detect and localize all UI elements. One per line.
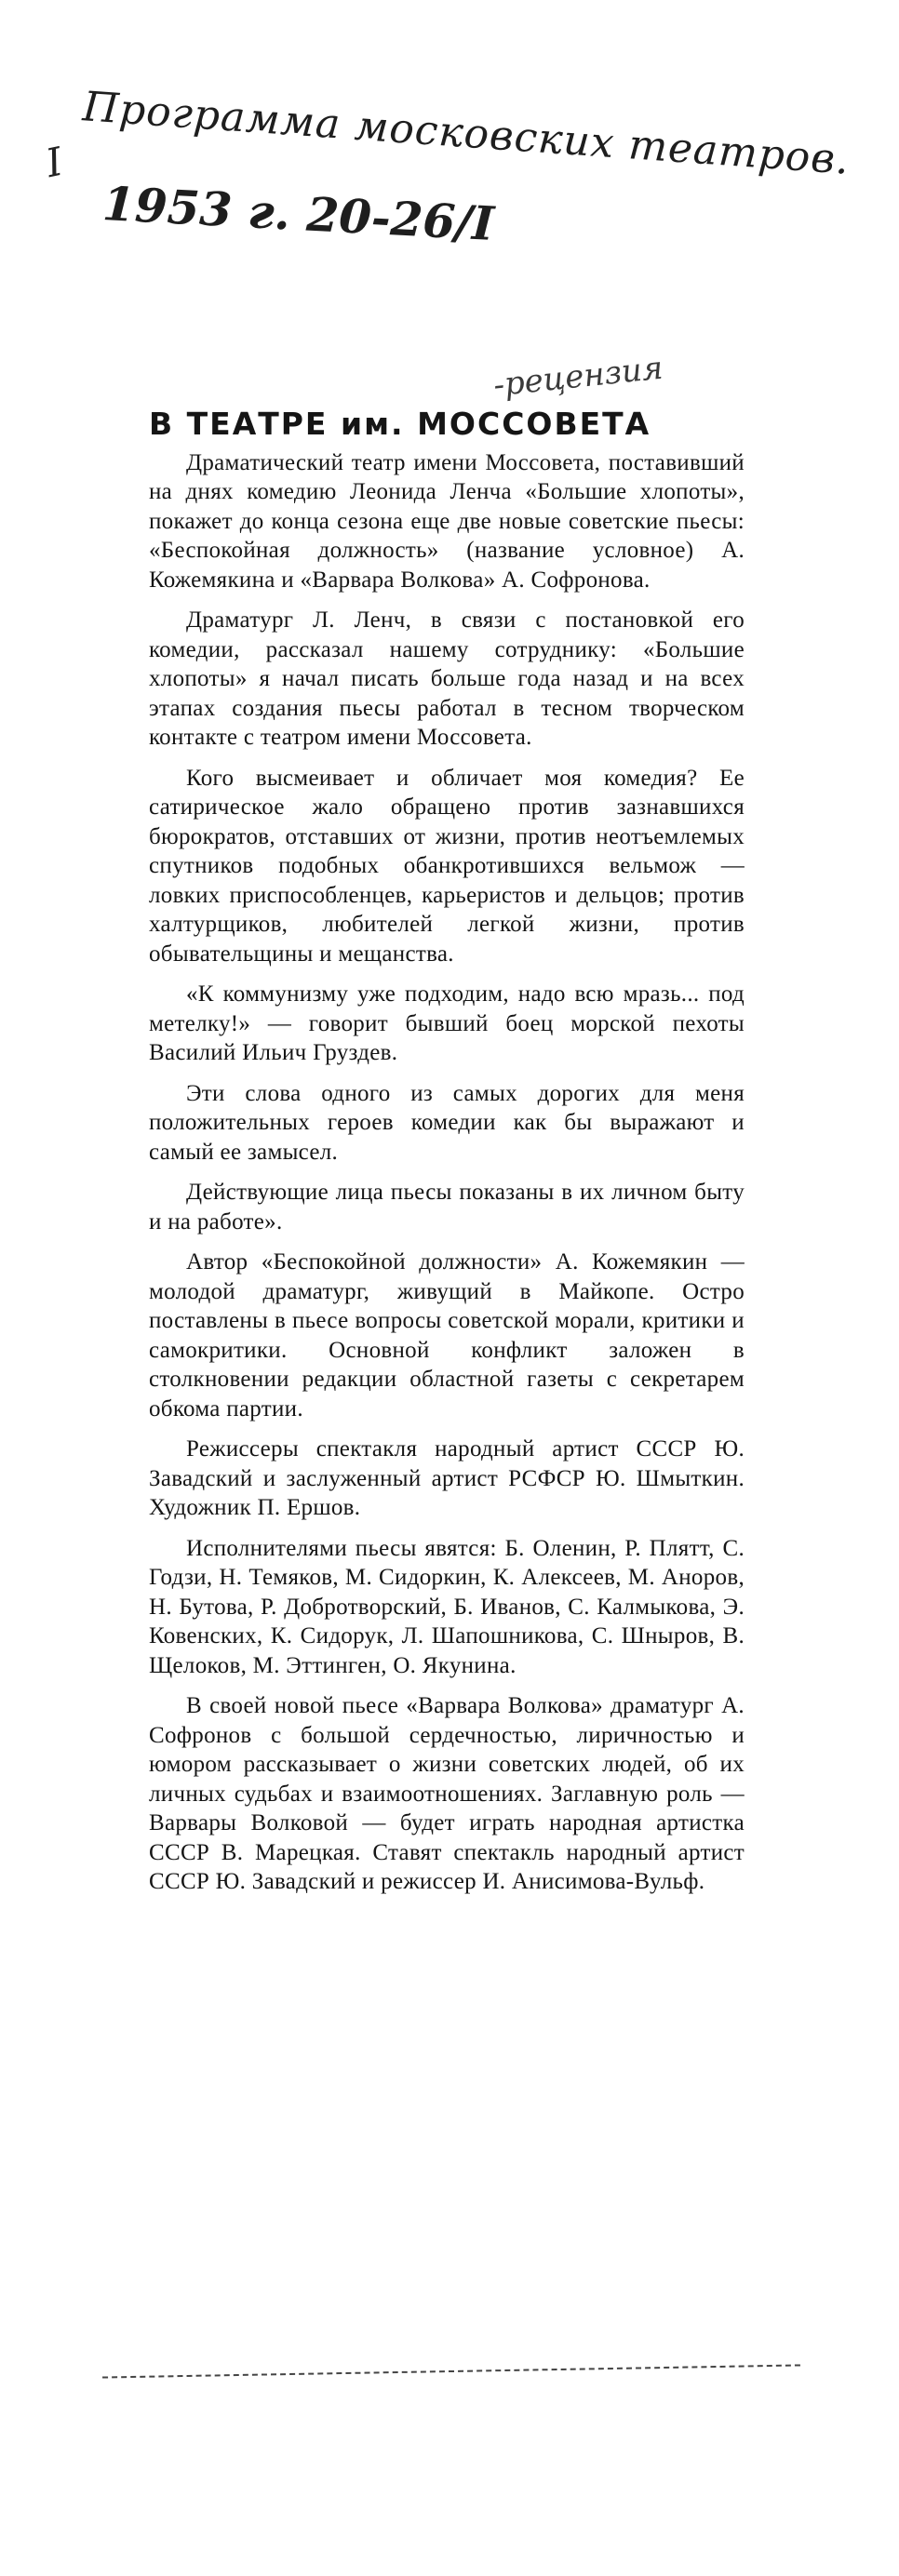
article-paragraph: «К коммунизму уже подходим, надо всю мразь... под метелку!» — говорит бывший боец морской пехоты Василий Ильич Груздев.	[149, 981, 745, 1065]
article-paragraph: Эти слова одного из самых дорогих для меня положительных героев комедии как бы выражают и самый ее замысел.	[149, 1080, 745, 1165]
article-paragraph: Драматический театр имени Моссовета, поставивший на днях комедию Леонида Ленча «Большие хлопоты», покажет до конца сезона еще две новые советские пьесы: «Беспокойная должность» (название условное) А. Кожемякина и «Варвара Волкова» А. Софронова.	[149, 449, 745, 593]
handwritten-date-note: 1953 г. 20-26/I	[101, 176, 496, 251]
article-title: В ТЕАТРЕ им. МОССОВЕТА	[149, 406, 651, 442]
article-paragraph: Режиссеры спектакля народный артист СССР Ю. Завадский и заслуженный артист РСФСР Ю. Шмыткин. Художник П. Ершов.	[149, 1436, 745, 1520]
newspaper-clipping	[149, 406, 745, 1908]
article-paragraph: Исполнителями пьесы явятся: Б. Оленин, Р. Плятт, С. Годзи, Н. Темяков, М. Сидоркин, К. Алексеев, М. Аноров, Н. Бутова, Р. Добротворский, Б. Иванов, С. Калмыкова, Э. Ковенских, К. Сидорук, Л. Шапошникова, С. Шныров, В. Щелоков, М. Эттинген, О. Якунина.	[149, 1535, 745, 1678]
clipping-bottom-edge	[102, 2364, 800, 2378]
article-paragraph: В своей новой пьесе «Варвара Волкова» драматург А. Софронов с большой сердечностью, лиричностью и юмором рассказывает о жизни советских людей, об их личных судьбах и взаимоотношениях. Заглавную роль — Варвары Волковой — будет играть народная артистка СССР В. Марецкая. Ставят спектакль народный артист СССР Ю. Завадский и режиссер И. Анисимова-Вульф.	[149, 1693, 745, 1894]
margin-mark: I	[42, 138, 67, 187]
article-paragraph: Кого высмеивает и обличает моя комедия? Ее сатирическое жало обращено против зазнавшихся бюрократов, отставших от жизни, против неотъемлемых спутников подобных обанкротившихся вельмож — ловких приспособленцев, карьеристов и дельцов; против халтурщиков, любителей легкой жизни, против обывательщины и мещанства.	[149, 765, 745, 967]
article-paragraph: Автор «Беспокойной должности» А. Кожемякин — молодой драматург, живущий в Майкопе. Остро поставлены в пьесе вопросы советской морали, критики и самокритики. Основной конфликт заложен в столкновении редакции областной газеты с секретарем обкома партии.	[149, 1249, 745, 1421]
article-paragraph: Действующие лица пьесы показаны в их личном быту и на работе».	[149, 1180, 745, 1235]
article-paragraph: Драматург Л. Ленч, в связи с постановкой его комедии, рассказал нашему сотруднику: «Большие хлопоты» я начал писать больше года назад и на всех этапах создания пьесы работал в тесном творческом контакте с театром имени Моссовета.	[149, 607, 745, 750]
handwritten-source-note: Программа московских театров.	[81, 83, 852, 184]
handwritten-review-note: -рецензия	[491, 349, 665, 405]
